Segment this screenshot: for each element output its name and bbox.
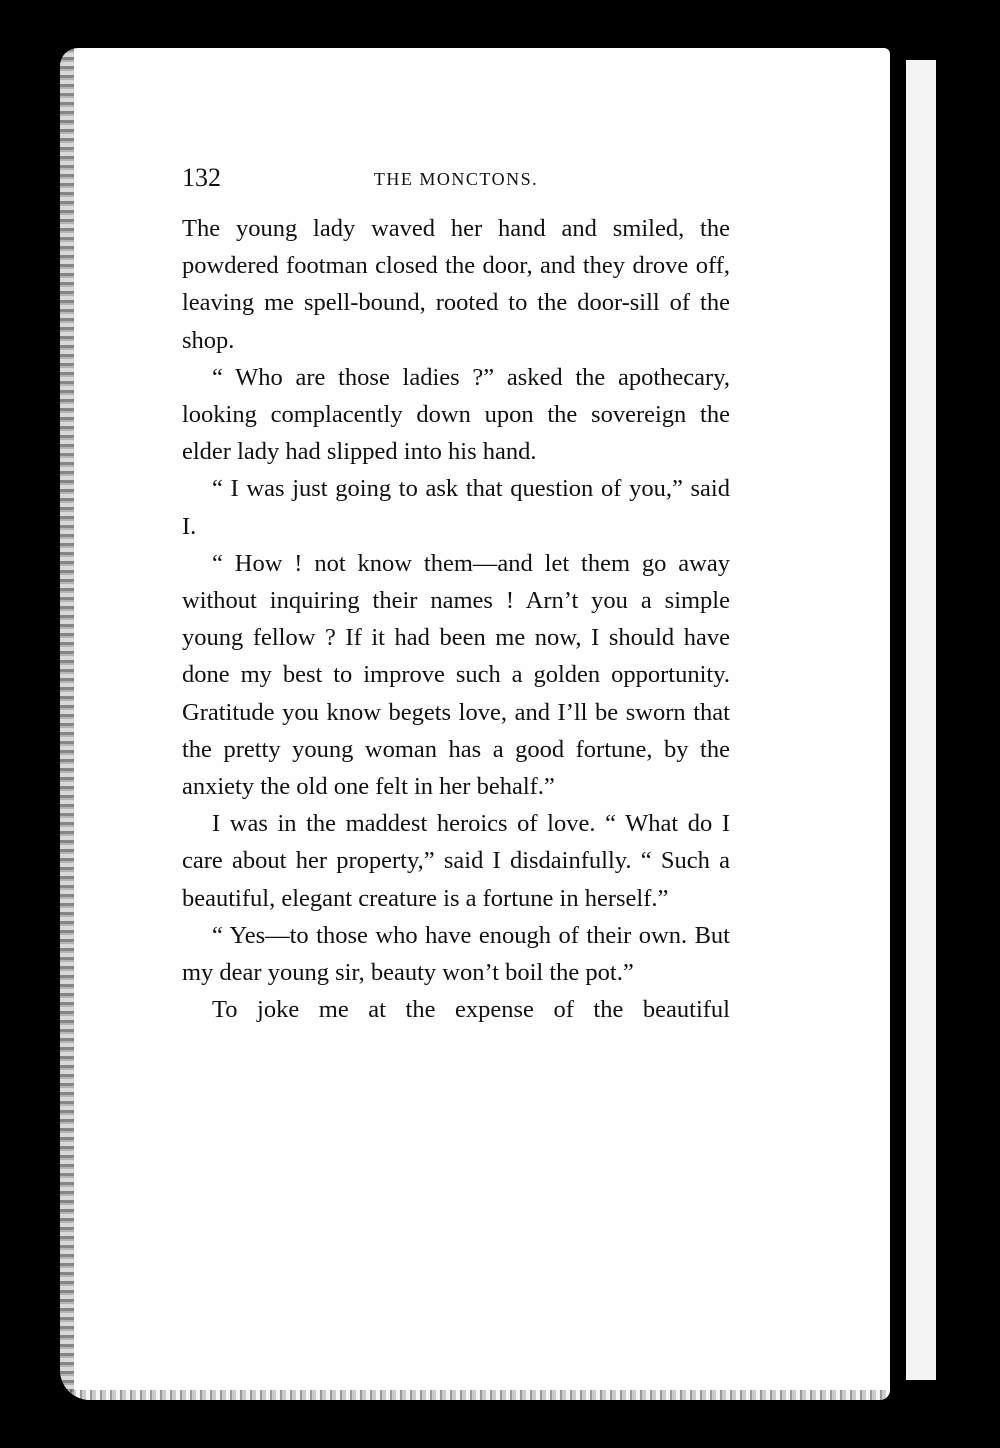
- running-head: THE MONCTONS.: [373, 169, 539, 189]
- paragraph: “ How ! not know them—and let them go away without inquiring their names ! Arn’t you a simple young fellow ? If it had been me now, I should have done my best to improve such a golden opportunity. Gratitude you know begets love, and I’ll be sworn that the pretty young woman has a good fortune, by the anxiety the old one felt in her behalf.”: [182, 549, 730, 801]
- page-number: 132: [182, 163, 221, 192]
- paragraph: “ Who are those ladies ?” asked the apothecary, looking complacently down upon the sovereign the elder lady had slipped into his hand.: [182, 363, 730, 466]
- paragraph: To joke me at the expense of the beautiful: [212, 996, 730, 1024]
- adjacent-page-strip: [906, 60, 936, 1380]
- page-edge-bottom: [60, 1390, 890, 1400]
- paragraph: “ I was just going to ask that question of you,” said I.: [182, 475, 730, 540]
- page-header: [182, 158, 730, 198]
- body-text: [182, 210, 730, 1028]
- paragraph: “ Yes—to those who have enough of their own. But my dear young sir, beauty won’t boil the pot.”: [182, 921, 730, 987]
- page-edge-left: [60, 48, 74, 1400]
- paragraph: The young lady waved her hand and smiled, the powdered footman closed the door, and they drove off, leaving me spell-bound, rooted to the door-sill of the shop.: [182, 215, 730, 354]
- paragraph: I was in the maddest heroics of love. “ What do I care about her property,” said I disdainfully. “ Such a beautiful, elegant creature is a fortune in herself.”: [182, 810, 730, 912]
